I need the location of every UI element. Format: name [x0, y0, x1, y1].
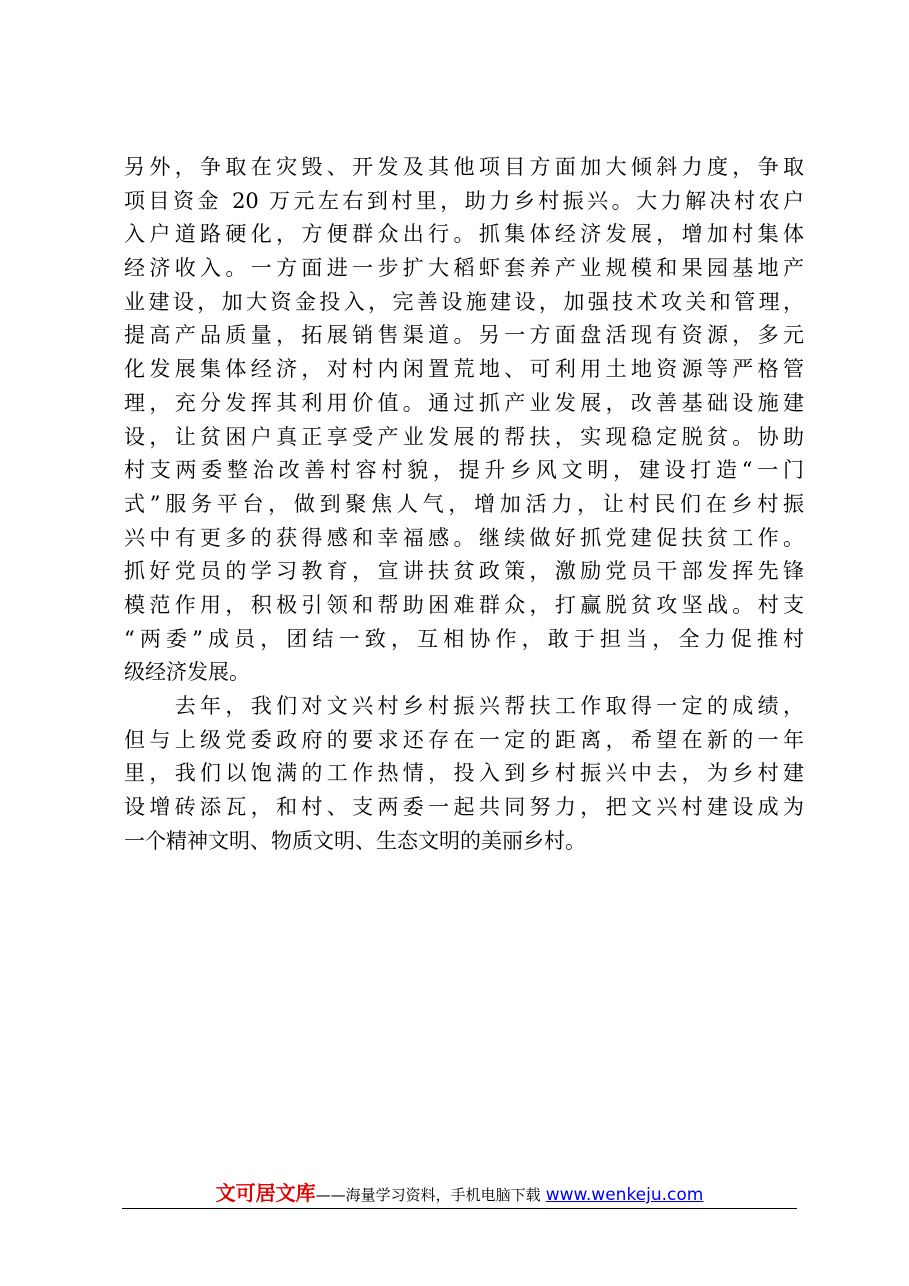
text-line: 一个精神文明、物质文明、生态文明的美丽乡村。 — [124, 828, 586, 853]
text-line: 入户道路硬化，方便群众出行。抓集体经济发展，增加村集体 — [124, 222, 804, 247]
text-line: 理，充分发挥其利用价值。通过抓产业发展，改善基础设施建 — [124, 390, 804, 415]
page-footer — [122, 1177, 797, 1206]
text-line: 业建设，加大资金投入，完善设施建设，加强技术攻关和管理， — [124, 289, 804, 314]
text-line: 去年，我们对文兴村乡村振兴帮扶工作取得一定的成绩， — [124, 694, 804, 718]
text-line: 另外，争取在灾毁、开发及其他项目方面加大倾斜力度，争取 — [124, 155, 804, 179]
text-line: 抓好党员的学习教育，宣讲扶贫政策，激励党员干部发挥先锋 — [124, 559, 804, 584]
brand-logo-text: 文可居文库 — [215, 1181, 316, 1205]
text-line: 经济收入。一方面进一步扩大稻虾套养产业规模和果园基地产 — [124, 256, 804, 281]
text-line: 兴中有更多的获得感和幸福感。继续做好抓党建促扶贫工作。 — [124, 525, 804, 550]
document-body — [124, 151, 804, 858]
text-line: 模范作用，积极引领和帮助困难群众，打赢脱贫攻坚战。村支 — [124, 592, 804, 617]
text-line: 设增砖添瓦，和村、支两委一起共同努力，把文兴村建设成为 — [124, 795, 804, 820]
text-line: 级经济发展。 — [124, 660, 250, 685]
text-line: “两委”成员，团结一致，互相协作，敢于担当，全力促推村 — [124, 626, 804, 651]
website-link[interactable]: www.wenkeju.com — [545, 1185, 704, 1205]
text-line: 化发展集体经济，对村内闲置荒地、可利用土地资源等严格管 — [124, 357, 804, 382]
text-line: 式”服务平台，做到聚焦人气，增加活力，让村民们在乡村振 — [124, 491, 804, 516]
footer-tagline: ——海量学习资料，手机电脑下载 — [315, 1186, 541, 1204]
text-line: 但与上级党委政府的要求还存在一定的距离，希望在新的一年 — [124, 727, 804, 752]
text-line: 设，让贫困户真正享受产业发展的帮扶，实现稳定脱贫。协助 — [124, 424, 804, 449]
text-line: 村支两委整治改善村容村貌，提升乡风文明，建设打造“一门 — [124, 458, 804, 483]
footer-divider — [122, 1208, 797, 1209]
text-line: 提高产品质量，拓展销售渠道。另一方面盘活现有资源，多元 — [124, 323, 804, 348]
text-line: 项目资金 20 万元左右到村里，助力乡村振兴。大力解决村农户 — [124, 188, 804, 213]
text-line: 里，我们以饱满的工作热情，投入到乡村振兴中去，为乡村建 — [124, 761, 804, 786]
